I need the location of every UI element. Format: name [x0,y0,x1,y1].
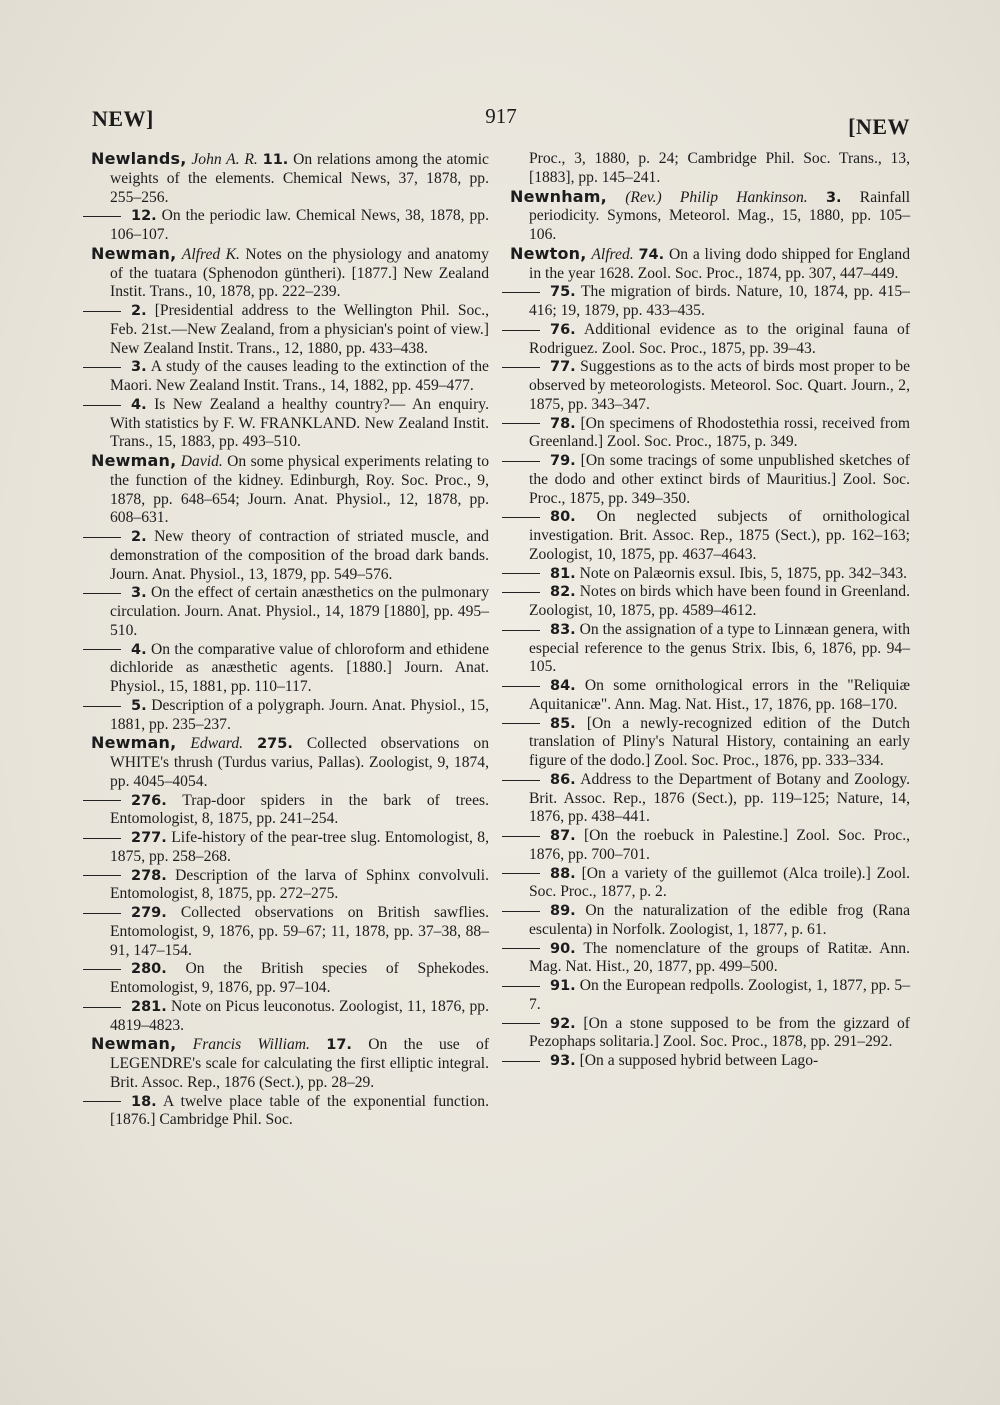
entry-text: Rainfall periodicity. Symons, Meteorol. Mag., 15, 1880, pp. 105–106. [529,188,911,243]
entry-number: 278. [131,867,167,884]
bib-entry [91,207,489,245]
ditto-dash [83,969,121,970]
entry-number: 88. [550,865,576,882]
entry-number: 276. [131,792,167,809]
entry-text: On the assignation of a type to Linnæan genera, with especial reference to the genus Strix. Ibis, 6, 1876, pp. 94–105. [529,620,910,676]
entry-number: 92. [550,1015,576,1032]
bib-entry [510,902,910,940]
ditto-dash [83,1007,121,1008]
ditto-dash [83,1101,121,1102]
left-column [91,150,489,1130]
entry-text: On a living dodo shipped for England in the year 1628. Zool. Soc. Proc., 1874, pp. 307, 447–449. [529,245,911,282]
ditto-dash [83,875,121,876]
bib-entry [91,358,489,396]
entry-text: Notes on birds which have been found in Greenland. Zoologist, 10, 1875, pp. 4589–4612. [529,583,910,619]
entry-text: Collected observations on British sawflies. Entomologist, 9, 1876, pp. 59–67; 11, 1878, pp. 37–38, 88–91, 147–154. [110,904,489,959]
entry-number: 3. [131,359,147,376]
entry-number: 78. [550,415,576,432]
entry-text: On the periodic law. Chemical News, 38, 1878, pp. 106–107. [110,207,489,243]
entry-text: On neglected subjects of ornithological investigation. Brit. Assoc. Rep., 1875 (Sect.), pp. 162–163; Zoologist, 10, 1875, pp. 4637–4643. [529,508,910,563]
entry-text: Is New Zealand a healthy country?— An enquiry. With statistics by F. W. FRANKLAND. New Zealand Instit. Trans., 15, 1883, pp. 493–510. [110,395,489,451]
author-surname: Newman, [91,451,177,470]
entry-text: Additional evidence as to the original fauna of Rodriguez. Zool. Soc. Proc., 1875, pp. 39–43. [529,320,911,357]
entry-text: Note on Palæornis exsul. Ibis, 5, 1875, pp. 342–343. [579,564,908,582]
ditto-dash [502,836,540,837]
ditto-dash [502,1023,540,1024]
bib-entry [91,528,489,584]
entry-text: On the British species of Sphekodes. Entomologist, 9, 1876, pp. 97–104. [110,960,489,996]
author-surname: Newton, [510,243,587,263]
bib-entry [510,1015,910,1053]
ditto-dash [502,630,540,631]
ditto-dash [502,686,540,687]
ditto-dash [83,537,121,538]
ditto-dash [83,649,121,650]
ditto-dash [502,780,540,781]
entry-text: On relations among the atomic weights of the elements. Chemical News, 37, 1878, pp. 255–256. [110,151,489,206]
bib-entry [510,1052,910,1071]
bib-entry [510,940,910,978]
bib-entry [91,452,489,528]
ditto-dash [502,911,540,912]
entry-text: Suggestions as to the acts of birds most proper to be observed by meteorologists. Meteorol. Soc. Quart. Journ., 2, 1875, pp. 343–347. [529,358,910,413]
bib-entry [91,734,489,791]
ditto-dash [502,517,540,518]
page-number: 917 [485,104,517,128]
entry-number: 279. [131,905,167,921]
entry-number: 18. [131,1093,157,1110]
ditto-dash [502,948,540,949]
entry-text: On the naturalization of the edible frog (Rana esculenta) in Norfolk. Zoologist, 1, 1877, p. 61. [529,902,910,938]
entry-number: 3. [825,189,842,206]
ditto-dash [502,367,540,368]
bib-entry [510,621,910,677]
entry-number: 11. [262,152,289,168]
bib-entry [91,396,489,452]
author-given-name: Alfred. [591,245,634,263]
ditto-dash [502,573,540,574]
ditto-dash [502,423,540,424]
entry-number: 85. [550,715,576,732]
author-surname: Newman, [91,1034,177,1054]
entry-number: 86. [550,771,576,788]
bib-entry [510,415,910,453]
entry-text: On the use of LEGENDRE's scale for calculating the first elliptic integral. Brit. Assoc. Rep., 1876 (Sect.), pp. 28–29. [110,1036,490,1091]
author-given-name: John A. R. [191,151,258,168]
entry-text: Life-history of the pear-tree slug. Entomologist, 8, 1875, pp. 258–268. [110,829,489,865]
entry-text: [Presidential address to the Wellington Phil. Soc., Feb. 21st.—New Zealand, from a physician's point of view.] New Zealand Instit. Trans., 12, 1880, pp. 433–438. [110,302,490,357]
entry-text: [On a newly-recognized edition of the Dutch translation of Pliny's Natural History, containing an early figure of the dodo.] Zool. Soc. Proc., 1876, pp. 333–334. [529,714,910,769]
entry-number: 82. [550,584,576,601]
ditto-dash [502,986,540,987]
ditto-dash [502,723,540,724]
bib-entry [510,150,910,188]
entry-text: New theory of contraction of striated muscle, and demonstration of the composition of the broad dark bands. Journ. Anat. Physiol., 13, 1879, pp. 549–576. [110,528,489,583]
bib-entry [510,771,910,827]
entry-text: Collected observations on WHITE's thrush (Turdus varius, Pallas). Zoologist, 9, 1874, pp. 4045–4054. [110,735,490,790]
entry-text: Trap-door spiders in the bark of trees. Entomologist, 8, 1875, pp. 241–254. [110,791,489,828]
bib-entry [91,960,489,998]
entry-text: A twelve place table of the exponential function. [1876.] Cambridge Phil. Soc. [110,1092,489,1129]
ditto-dash [502,330,540,331]
entry-text: Note on Picus leuconotus. Zoologist, 11, 1876, pp. 4819–4823. [110,997,489,1034]
bib-entry [510,508,910,564]
bib-entry [510,583,910,621]
entry-number: 4. [131,641,147,658]
entry-text: Proc., 3, 1880, p. 24; Cambridge Phil. Soc. Trans., 13, [1883], pp. 145–241. [529,150,910,186]
bib-entry [510,865,910,903]
entry-text: On some physical experiments relating to the function of the kidney. Edinburgh, Roy. Soc. Proc., 9, 1878, pp. 648–654; Journ. Anat. Physiol., 12, 1878, pp. 608–631. [110,453,489,527]
ditto-dash [83,367,121,368]
author-surname: Newnham, [510,186,607,206]
bib-entry [510,188,910,245]
entry-text: A study of the causes leading to the extinction of the Maori. New Zealand Instit. Trans., 14, 1882, pp. 459–477. [110,358,489,394]
entry-text: [On the roebuck in Palestine.] Zool. Soc. Proc., 1876, pp. 700–701. [529,827,910,863]
bib-entry [91,998,489,1036]
entry-text: The migration of birds. Nature, 10, 1874, pp. 415–416; 19, 1879, pp. 433–435. [529,283,910,319]
entry-text: [On some tracings of some unpublished sketches of the dodo and other extinct birds of Mauritius.] Zool. Soc. Proc., 1875, pp. 349–350. [529,452,910,507]
ditto-dash [502,873,540,874]
entry-number: 281. [131,998,167,1015]
entry-text: The nomenclature of the groups of Ratitæ. Ann. Mag. Nat. Hist., 20, 1877, pp. 499–500. [529,939,910,976]
bib-entry [510,245,910,284]
bib-entry [91,1093,489,1131]
bib-entry [91,1035,489,1092]
entry-number: 79. [550,453,576,469]
ditto-dash [502,592,540,593]
header-left: NEW] [92,106,154,131]
entry-number: 280. [131,961,167,978]
author-given-name: David. [180,453,223,470]
entry-text: On the comparative value of chloroform and ethidene dichloride as anæsthetic agents. [1880.] Journ. Anat. Physiol., 15, 1881, pp. 110–117. [110,640,489,695]
bib-entry [510,358,910,414]
entry-number: 84. [550,678,576,694]
entry-text: On the European redpolls. Zoologist, 1, 1877, pp. 5–7. [529,977,910,1013]
ditto-dash [83,216,121,217]
entry-number: 2. [131,303,147,319]
entry-number: 275. [257,736,293,753]
entry-number: 76. [550,321,576,338]
ditto-dash [502,461,540,462]
entry-text: [On a variety of the guillemot (Alca troile).] Zool. Soc. Proc., 1877, p. 2. [529,864,910,901]
entry-number: 12. [131,208,157,225]
entry-number: 89. [550,903,576,919]
header-right: [NEW [848,114,910,139]
entry-number: 81. [550,565,576,582]
entry-number: 77. [550,359,576,376]
bib-entry [91,867,489,905]
author-given-name: Alfred K. [181,245,240,263]
bib-entry [91,641,489,697]
entry-number: 75. [550,284,576,301]
bib-entry [91,150,489,207]
entry-number: 4. [131,396,147,413]
author-given-name: Edward. [190,735,244,753]
entry-text: Notes on the physiology and anatomy of the tuatara (Sphenodon güntheri). [1877.] New Zealand Instit. Trans., 10, 1878, pp. 222–239. [110,245,489,301]
entry-text: [On a supposed hybrid between Lago- [579,1052,819,1069]
entry-number: 80. [550,509,576,526]
bib-entry [91,302,489,358]
ditto-dash [502,292,540,293]
bib-entry [91,904,489,960]
author-given-name: Francis William. [192,1036,310,1054]
ditto-dash [502,1061,540,1062]
entry-number: 87. [550,828,576,844]
entry-text: Description of a polygraph. Journ. Anat. Physiol., 15, 1881, pp. 235–237. [110,696,489,733]
running-head [92,104,910,138]
bib-entry [510,321,910,359]
bib-entry [510,977,910,1015]
entry-number: 3. [131,585,147,602]
entry-number: 93. [550,1053,576,1069]
bib-entry [510,827,910,865]
bib-entry [510,452,910,508]
bib-entry [91,792,489,830]
entry-text: On some ornithological errors in the "Reliquiæ Aquitanicæ". Ann. Mag. Nat. Hist., 17, 1876, pp. 168–170. [529,677,910,713]
ditto-dash [83,800,121,801]
bib-entry [510,715,910,771]
bib-entry [91,584,489,640]
entry-number: 90. [550,940,576,957]
entry-number: 5. [131,697,147,714]
ditto-dash [83,838,121,839]
author-given-name: (Rev.) Philip Hankinson. [625,188,808,206]
bib-entry [91,245,489,302]
ditto-dash [83,593,121,594]
right-column [510,150,910,1071]
entry-text: Description of the larva of Sphinx convolvuli. Entomologist, 8, 1875, pp. 272–275. [110,866,489,903]
entry-text: [On a stone supposed to be from the gizzard of Pezophaps solitaria.] Zool. Soc. Proc., 1878, pp. 291–292. [529,1014,910,1051]
ditto-dash [83,311,121,312]
bib-entry [91,829,489,867]
entry-number: 17. [326,1037,352,1054]
entry-number: 277. [131,830,167,846]
entry-text: On the effect of certain anæsthetics on the pulmonary circulation. Journ. Anat. Physiol., 14, 1879 [1880], pp. 495–510. [110,584,489,639]
author-surname: Newman, [91,243,177,263]
ditto-dash [83,913,121,914]
bib-entry [91,697,489,735]
bib-entry [510,283,910,321]
bib-entry [510,565,910,584]
entry-number: 2. [131,529,147,545]
ditto-dash [83,706,121,707]
entry-text: Address to the Department of Botany and Zoology. Brit. Assoc. Rep., 1876 (Sect.), pp. 119–125; Nature, 14, 1876, pp. 438–441. [529,770,910,826]
entry-number: 83. [550,621,576,638]
entry-number: 91. [550,978,576,994]
bib-entry [510,677,910,715]
author-surname: Newlands, [91,149,187,168]
author-surname: Newman, [91,733,177,753]
entry-text: [On specimens of Rhodostethia rossi, received from Greenland.] Zool. Soc. Proc., 1875, p. 349. [529,414,910,451]
ditto-dash [83,405,121,406]
entry-number: 74. [638,246,665,263]
